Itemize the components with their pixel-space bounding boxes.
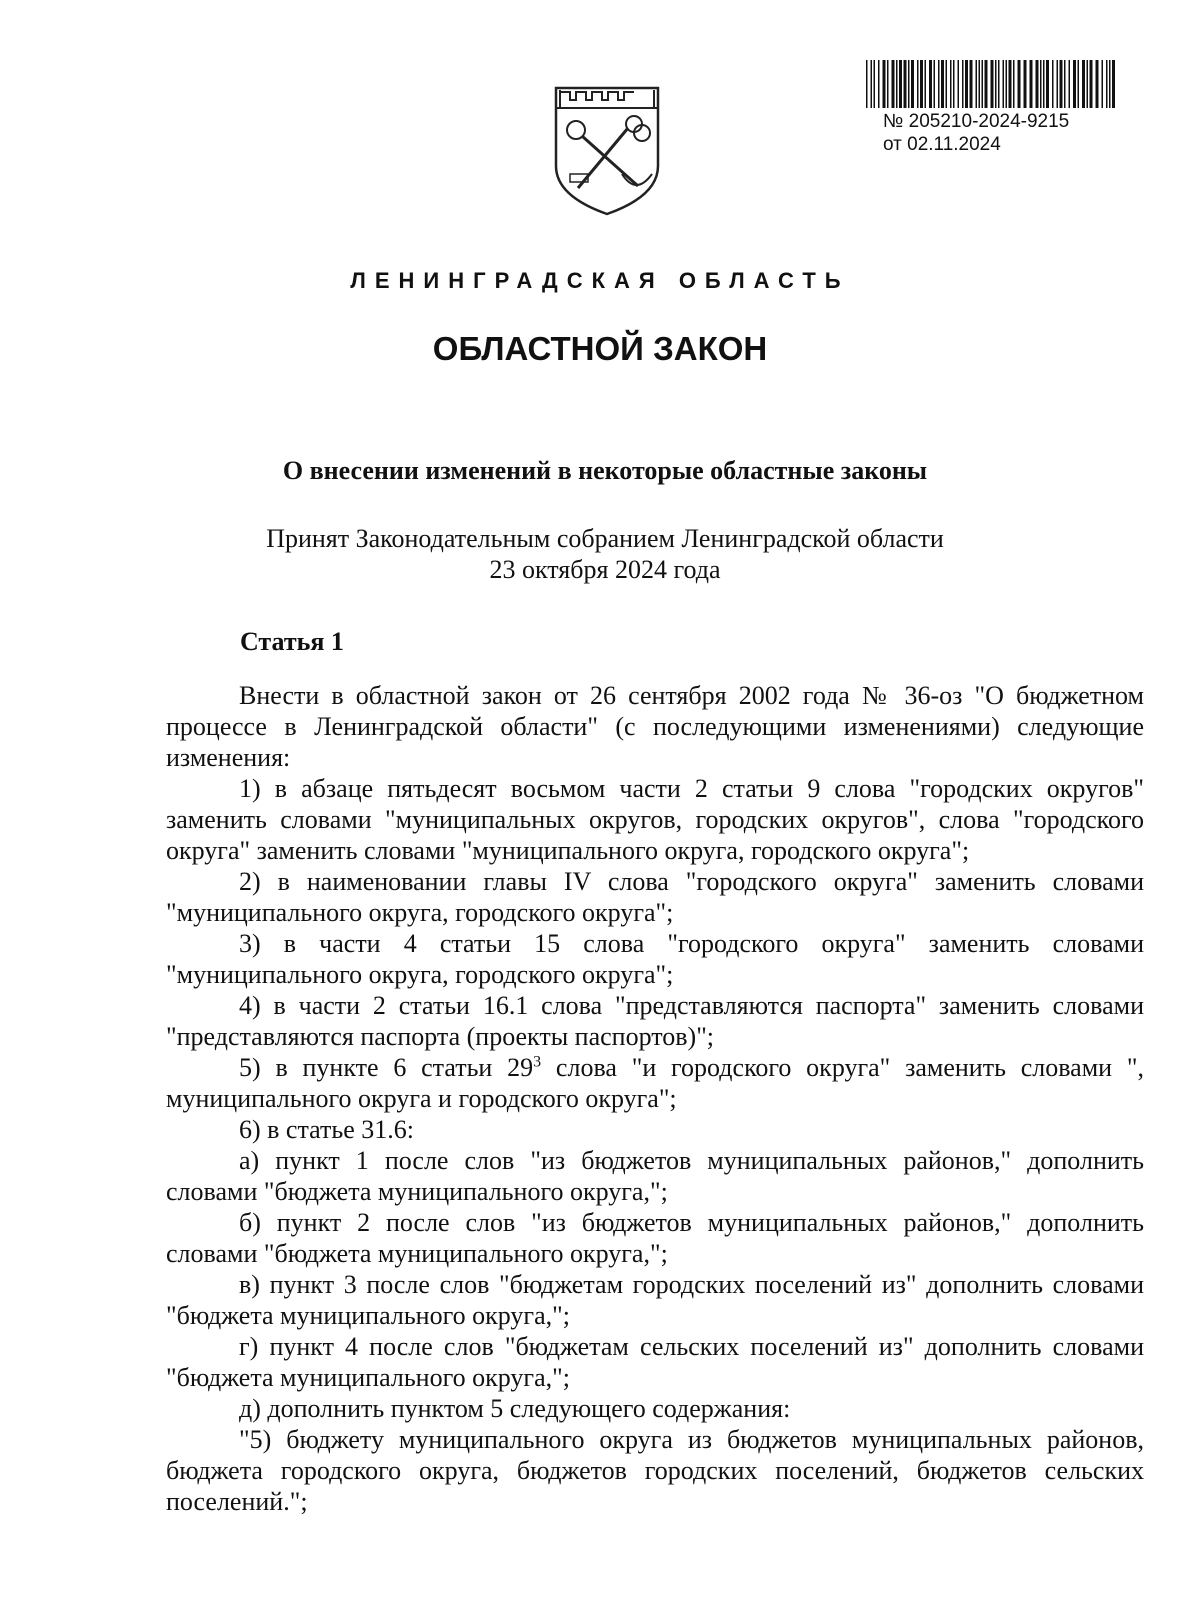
barcode-bar xyxy=(998,60,1000,108)
adoption-date: 23 октября 2024 года xyxy=(489,555,721,584)
barcode-bar xyxy=(1018,60,1021,108)
registration-date: от 02.11.2024 xyxy=(883,134,1001,155)
barcode-bar xyxy=(985,60,988,108)
paragraph-5 xyxy=(166,1052,1144,1114)
barcode-bar xyxy=(938,60,940,108)
subparagraph-v: в) пункт 3 после слов "бюджетам городских поселений из" дополнить словами "бюджета муниципального округа,"; xyxy=(166,1270,1144,1330)
article-heading: Статья 1 xyxy=(240,627,344,656)
registration-number: № 205210-2024-9215 xyxy=(883,111,1070,132)
subparagraph-g: г) пункт 4 после слов "бюджетам сельских поселений из" дополнить словами "бюджета муниципального округа,"; xyxy=(166,1332,1144,1392)
barcode-bar xyxy=(991,60,994,108)
barcode-bar xyxy=(1090,60,1093,108)
barcode-bar xyxy=(925,60,927,108)
barcode-bar xyxy=(908,60,910,108)
barcode-bar xyxy=(934,60,936,108)
barcode-bar xyxy=(1009,60,1012,108)
barcode-bar xyxy=(1073,60,1076,108)
region-name: ЛЕНИНГРАДСКАЯ ОБЛАСТЬ xyxy=(350,268,850,293)
coat-of-arms-icon xyxy=(548,78,666,218)
barcode-bar xyxy=(920,60,923,108)
paragraph-5-end: слова "и городского округа" заменить словами ", муниципального округа и городского округа"; xyxy=(166,1053,1144,1113)
paragraph-4: 4) в части 2 статьи 16.1 слова "представляются паспорта" заменить словами "представляются паспорта (проекты паспортов)"; xyxy=(166,991,1144,1051)
paragraph-5-start: 5) в пункте 6 статьи 29 xyxy=(239,1053,534,1082)
barcode-bar xyxy=(1024,60,1027,108)
subparagraph-d: д) дополнить пунктом 5 следующего содержания: xyxy=(239,1394,791,1423)
barcode-bar xyxy=(1112,60,1115,108)
barcode-bar xyxy=(1013,60,1015,108)
barcode-bar xyxy=(1064,60,1066,108)
article-body xyxy=(166,680,1144,1517)
barcode-bar xyxy=(929,60,932,108)
paragraph-2: 2) в наименовании главы IV слова "городского округа" заменить словами "муниципального округа, городского округа"; xyxy=(166,867,1144,927)
paragraph-3: 3) в части 4 статьи 15 слова "городского округа" заменить словами "муниципального округа, городского округа"; xyxy=(166,929,1144,989)
barcode-bar xyxy=(1052,60,1054,108)
barcode-bar xyxy=(917,60,919,108)
barcode-bar xyxy=(1078,60,1080,108)
barcode-bar xyxy=(970,60,973,108)
superscript: 3 xyxy=(533,1053,542,1071)
barcode-bar xyxy=(995,60,997,108)
adoption-body: Принят Законодательным собранием Ленинградской области xyxy=(266,524,944,553)
registration-info xyxy=(883,110,1069,156)
barcode-bar xyxy=(950,60,952,108)
barcode-icon xyxy=(866,60,1118,108)
barcode-bar xyxy=(962,60,964,108)
new-point-5: "5) бюджету муниципального округа из бюджетов муниципальных районов, бюджета городского округа, бюджетов городских поселений, бюджетов сельских поселений."; xyxy=(166,1425,1144,1516)
paragraph-1: 1) в абзаце пятьдесят восьмом части 2 статьи 9 слова "городских округов" заменить словами "муниципальных округов, городских округов", слова "городского округа" заменить словами "муниципального округа, городского округа"; xyxy=(166,774,1144,865)
barcode-bar xyxy=(1036,60,1039,108)
barcode-bar xyxy=(958,60,960,108)
adoption-note xyxy=(0,523,1200,585)
subparagraph-a: а) пункт 1 после слов "из бюджетов муниципальных районов," дополнить словами "бюджета муниципального округа,"; xyxy=(166,1146,1144,1206)
barcode-bar xyxy=(1057,60,1059,108)
barcode-bar xyxy=(1087,60,1089,108)
barcode-bar xyxy=(1082,60,1085,108)
barcode-bar xyxy=(979,60,981,108)
barcode-bar xyxy=(911,60,914,108)
barcode-bar xyxy=(866,60,868,108)
barcode-bar xyxy=(965,60,968,108)
barcode-bar xyxy=(941,60,944,108)
paragraph-intro: Внести в областной закон от 26 сентября 2002 года № 36-оз "О бюджетном процессе в Ленинградской области" (с последующими изменениями) следующие изменения: xyxy=(166,681,1144,772)
barcode-bar xyxy=(1109,60,1111,108)
barcode-bar xyxy=(883,60,886,108)
paragraph-6: 6) в статье 31.6: xyxy=(239,1115,415,1144)
barcode-bar xyxy=(1102,60,1104,108)
barcode-bar xyxy=(1096,60,1099,108)
barcode-bar xyxy=(1060,60,1063,108)
law-title: О внесении изменений в некоторые областные законы xyxy=(282,456,928,485)
subparagraph-b: б) пункт 2 после слов "из бюджетов муниципальных районов," дополнить словами "бюджета муниципального округа,"; xyxy=(166,1208,1144,1268)
barcode-bar xyxy=(1069,60,1071,108)
barcode-bar xyxy=(1006,60,1008,108)
barcode-bar xyxy=(878,60,880,108)
barcode-bar xyxy=(1043,60,1045,108)
barcode-bar xyxy=(1046,60,1049,108)
barcode-bar xyxy=(982,60,984,108)
barcode-bar xyxy=(887,60,889,108)
barcode-bar xyxy=(904,60,907,108)
barcode-bar xyxy=(1003,60,1005,108)
barcode-bar xyxy=(892,60,895,108)
barcode-bar xyxy=(1030,60,1033,108)
barcode-bar xyxy=(953,60,955,108)
barcode-bar xyxy=(896,60,898,108)
barcode-bar xyxy=(899,60,902,108)
barcode-bar xyxy=(1040,60,1042,108)
barcode-bar xyxy=(1106,60,1108,108)
barcode-bar xyxy=(871,60,873,108)
law-type-heading: ОБЛАСТНОЙ ЗАКОН xyxy=(432,330,768,367)
barcode-bar xyxy=(946,60,948,108)
barcode-bar xyxy=(874,60,876,108)
barcode-bar xyxy=(976,60,978,108)
